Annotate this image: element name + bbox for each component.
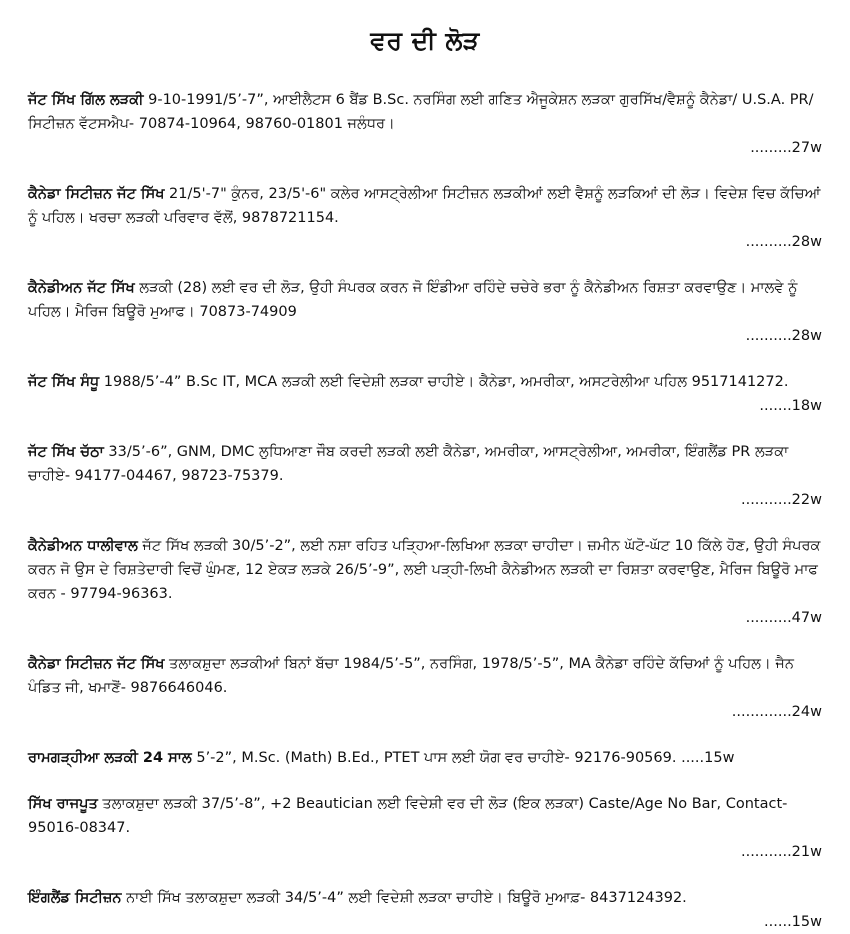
ad-item	[28, 276, 822, 348]
ad-heading: ਜੱਟ ਸਿੱਖ ਗਿੱਲ ਲੜਕੀ	[28, 92, 144, 108]
ad-item	[28, 652, 822, 724]
ad-text: 33/5’-6”, GNM, DMC ਲੁਧਿਆਣਾ ਜੌਬ ਕਰਦੀ ਲੜਕੀ ਲਈ ਕੈਨੇਡਾ, ਅਮਰੀਕਾ, ਆਸਟ੍ਰੇਲੀਆ, ਅਮਰੀਕਾ, ਇੰਗਲੈਂਡ PR ਲੜਕਾ ਚਾਹੀਏ- 94177-04467, 98723-75379.	[28, 444, 789, 484]
ad-text: ਤਲਾਕਸ਼ੁਦਾ ਲੜਕੀ 37/5’-8”, +2 Beautician ਲਈ ਵਿਦੇਸ਼ੀ ਵਰ ਦੀ ਲੋੜ (ਇਕ ਲੜਕਾ) Caste/Age No Bar, Contact- 95016-08347.	[28, 796, 788, 836]
ad-text: 1988/5’-4” B.Sc IT, MCA ਲੜਕੀ ਲਈ ਵਿਦੇਸ਼ੀ ਲੜਕਾ ਚਾਹੀਏ। ਕੈਨੇਡਾ, ਅਮਰੀਕਾ, ਅਸਟਰੇਲੀਆ ਪਹਿਲ 9517141272.	[99, 374, 789, 390]
ad-heading: ਕੈਨੇਡੀਅਨ ਧਾਲੀਵਾਲ	[28, 538, 138, 554]
ad-code: ..........47w	[745, 610, 822, 626]
ad-heading: ਇੰਗਲੈਂਡ ਸਿਟੀਜ਼ਨ	[28, 890, 122, 906]
ad-text: ਲੜਕੀ (28) ਲਈ ਵਰ ਦੀ ਲੋੜ, ਉਹੀ ਸੰਪਰਕ ਕਰਨ ਜੋ ਇੰਡੀਆ ਰਹਿੰਦੇ ਚਚੇਰੇ ਭਰਾ ਨੂੰ ਕੈਨੇਡੀਅਨ ਰਿਸ਼ਤਾ ਕਰਵਾਉਣ। ਮਾਲਵੇ ਨੂੰ ਪਹਿਲ। ਮੈਰਿਜ ਬਿਊਰੋ ਮੁਆਫ। 70873-74909	[28, 280, 798, 320]
ad-heading: ਕੈਨੇਡਾ ਸਿਟੀਜ਼ਨ ਜੱਟ ਸਿੱਖ	[28, 186, 165, 202]
ad-heading: ਸਿੱਖ ਰਾਜਪੂਤ	[28, 796, 98, 812]
ad-text: 5’-2”, M.Sc. (Math) B.Ed., PTET ਪਾਸ ਲਈ ਯੋਗ ਵਰ ਚਾਹੀਏ- 92176-90569. .....15w	[191, 750, 735, 766]
ad-heading: ਜੱਟ ਸਿੱਖ ਸੰਧੂ	[28, 374, 100, 390]
ad-code: ...........21w	[740, 844, 822, 860]
ad-heading: ਕੈਨੇਡੀਅਨ ਜੱਟ ਸਿੱਖ	[28, 280, 135, 296]
ad-item	[28, 370, 822, 418]
ad-code: ..........28w	[745, 234, 822, 250]
ad-item	[28, 534, 822, 630]
ad-code: .............24w	[731, 704, 822, 720]
ad-text: 9-10-1991/5’-7”, ਆਈਲੈਟਸ 6 ਬੈਂਡ B.Sc. ਨਰਸਿੰਗ ਲਈ ਗਣਿਤ ਐਜੂਕੇਸ਼ਨ ਲੜਕਾ ਗੁਰਸਿੱਖ/ਵੈਸ਼ਨੂੰ ਕੈਨੇਡਾ/ U.S.A. PR/ ਸਿਟੀਜ਼ਨ ਵੱਟਸਐਪ- 70874-10964, 98760-01801 ਜਲੰਧਰ।	[28, 92, 814, 132]
ad-item	[28, 746, 822, 770]
ad-code: .........27w	[750, 140, 822, 156]
ad-item	[28, 182, 822, 254]
ad-heading: ਜੱਟ ਸਿੱਖ ਚੱਠਾ	[28, 444, 104, 460]
ad-code: ...........22w	[740, 492, 822, 508]
ad-code: ......15w	[764, 914, 822, 930]
ad-text: ਤਲਾਕਸ਼ੁਦਾ ਲੜਕੀਆਂ ਬਿਨਾਂ ਬੱਚਾ 1984/5’-5”, ਨਰਸਿੰਗ, 1978/5’-5”, MA ਕੈਨੇਡਾ ਰਹਿੰਦੇ ਕੱਚਿਆਂ ਨੂੰ ਪਹਿਲ। ਜੈਨ ਪੰਡਿਤ ਜੀ, ਖਮਾਣੋਂ- 9876646046.	[28, 656, 794, 696]
page-title: ਵਰ ਦੀ ਲੋੜ	[370, 26, 480, 55]
ad-item	[28, 440, 822, 512]
ad-item	[28, 886, 822, 934]
ad-item	[28, 792, 822, 864]
ad-heading: ਰਾਮਗੜ੍ਹੀਆ ਲੜਕੀ 24 ਸਾਲ	[28, 750, 192, 766]
ad-code: .......18w	[759, 398, 822, 414]
ad-text: ਜੱਟ ਸਿੱਖ ਲੜਕੀ 30/5’-2”, ਲਈ ਨਸ਼ਾ ਰਹਿਤ ਪੜ੍ਹਿਆ-ਲਿਖਿਆ ਲੜਕਾ ਚਾਹੀਦਾ। ਜ਼ਮੀਨ ਘੱਟੋ-ਘੱਟ 10 ਕਿੱਲੇ ਹੋਣ, ਉਹੀ ਸੰਪਰਕ ਕਰਨ ਜੋ ਉਸ ਦੇ ਰਿਸ਼ਤੇਦਾਰੀ ਵਿਚੋਂ ਘੁੰਮਣ, 12 ਏਕੜ ਲੜਕੇ 26/5’-9”, ਲਈ ਪੜ੍ਹੀ-ਲਿਖੀ ਕੈਨੇਡੀਅਨ ਲੜਕੀ ਦਾ ਰਿਸ਼ਤਾ ਕਰਵਾਉਣ, ਮੈਰਿਜ ਬਿਊਰੋ ਮਾਫ ਕਰਨ - 97794-96363.	[28, 538, 821, 602]
ad-text: ਨਾਈ ਸਿੱਖ ਤਲਾਕਸ਼ੁਦਾ ਲੜਕੀ 34/5’-4” ਲਈ ਵਿਦੇਸ਼ੀ ਲੜਕਾ ਚਾਹੀਏ। ਬਿਊਰੋ ਮੁਆਫ਼- 8437124392.	[121, 890, 687, 906]
ad-item	[28, 88, 822, 160]
ad-text: 21/5'-7" ਕੁੰਨਰ, 23/5'-6" ਕਲੇਰ ਆਸਟ੍ਰੇਲੀਆ ਸਿਟੀਜ਼ਨ ਲੜਕੀਆਂ ਲਈ ਵੈਸ਼ਨੂੰ ਲੜਕਿਆਂ ਦੀ ਲੋੜ। ਵਿਦੇਸ਼ ਵਿਚ ਕੱਚਿਆਂ ਨੂੰ ਪਹਿਲ। ਖਰਚਾ ਲੜਕੀ ਪਰਿਵਾਰ ਵੱਲੋਂ, 9878721154.	[28, 186, 821, 226]
ad-heading: ਕੈਨੇਡਾ ਸਿਟੀਜ਼ਨ ਜੱਟ ਸਿੱਖ	[28, 656, 165, 672]
ad-code: ..........28w	[745, 328, 822, 344]
